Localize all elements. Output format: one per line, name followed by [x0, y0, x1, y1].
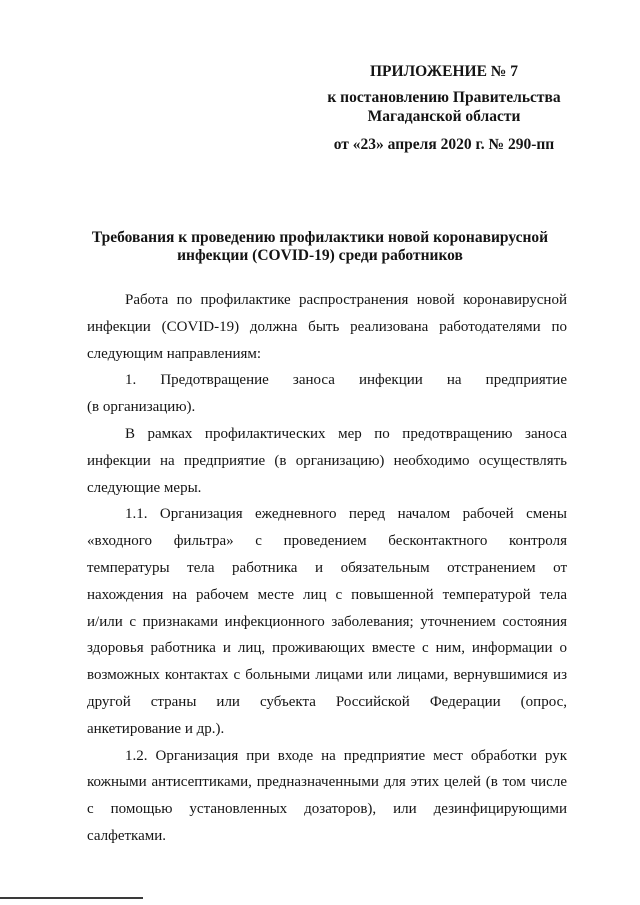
paragraph-item-1-2: [87, 743, 567, 850]
paragraph-line: кожными антисептиками, предназначенными для этих целей (в том числе: [87, 774, 567, 791]
paragraph-line: и/или с признаками инфекционного заболевания; уточнением состояния: [87, 613, 567, 630]
paragraph-line: 1.2. Организация при входе на предприятие мест обработки рук: [125, 747, 567, 764]
appendix-date-number: от «23» апреля 2020 г. № 290-пп: [333, 135, 555, 153]
paragraph-line: нахождения на рабочем месте лиц с повышенной температурой тела: [87, 586, 567, 603]
paragraph-item-1: [87, 367, 567, 421]
paragraph-line: следующие меры.: [87, 479, 202, 496]
document-title: [0, 229, 640, 265]
appendix-header: [320, 62, 568, 154]
paragraph-line: (в организацию).: [87, 399, 196, 416]
paragraph-line: анкетирование и др.).: [87, 720, 225, 737]
paragraph-line: инфекции (COVID-19) должна быть реализована работодателями по: [87, 318, 567, 335]
paragraph-line: возможных контактах с больными лицами или лицами, вернувшимися из: [87, 667, 567, 684]
document-title-line: Требования к проведению профилактики новой коронавирусной: [91, 229, 549, 246]
paragraph-line: следующим направлениям:: [87, 345, 262, 362]
paragraph-line: 1.1. Организация ежедневного перед началом рабочей смены: [125, 506, 567, 523]
paragraph-line: здоровья работника и лиц, проживающих вместе с ним, информации о: [87, 640, 567, 657]
paragraph-measures-intro: [87, 421, 567, 501]
appendix-resolution-line: к постановлению Правительства: [327, 88, 561, 106]
appendix-heading: ПРИЛОЖЕНИЕ № 7: [370, 63, 518, 80]
paragraph-item-1-1: [87, 501, 567, 742]
paragraph-line: Работа по профилактике распространения новой коронавирусной: [125, 292, 567, 308]
document-body: [87, 287, 567, 850]
document-title-line: инфекции (COVID-19) среди работников: [177, 247, 463, 264]
paragraph-line: другой страны или субъекта Российской Федерации (опрос,: [87, 693, 567, 710]
scan-edge-line: [0, 897, 143, 899]
paragraph-line: салфетками.: [87, 827, 167, 844]
paragraph-line: температуры тела работника и обязательным отстранением от: [87, 559, 567, 576]
paragraph-line: 1. Предотвращение заноса инфекции на предприятие: [125, 372, 567, 389]
paragraph-intro: [87, 287, 567, 367]
paragraph-line: инфекции на предприятие (в организацию) необходимо осуществлять: [87, 452, 567, 469]
paragraph-line: В рамках профилактических мер по предотвращению заноса: [125, 425, 567, 442]
paragraph-line: «входного фильтра» с проведением бесконтактного контроля: [87, 533, 567, 550]
paragraph-line: с помощью установленных дозаторов), или дезинфицирующими: [87, 801, 567, 818]
appendix-region-line: Магаданской области: [367, 107, 521, 125]
